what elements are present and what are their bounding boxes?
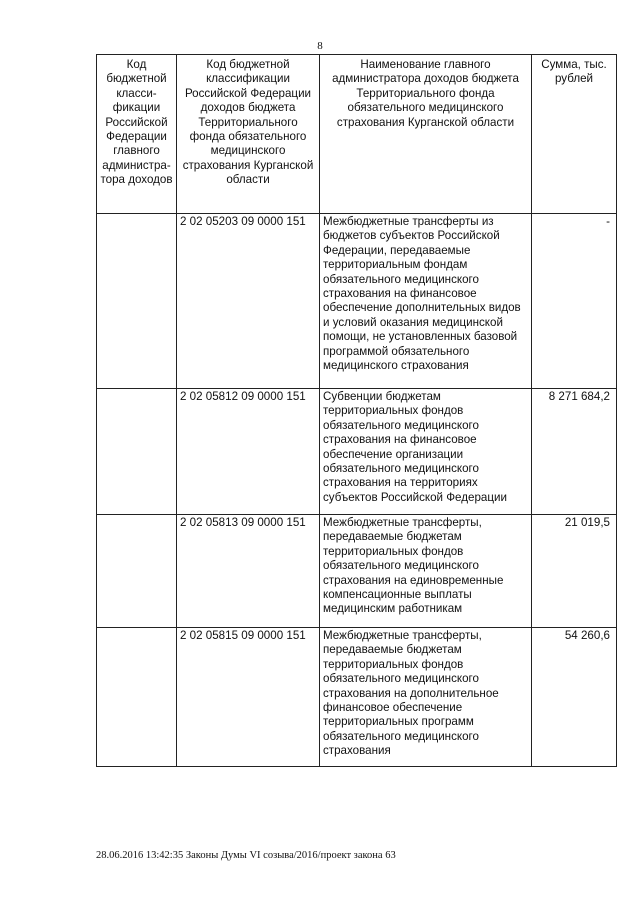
cell-admin-code <box>97 515 177 628</box>
cell-sum: - <box>532 214 617 389</box>
table-row <box>97 214 617 389</box>
budget-table <box>96 54 617 767</box>
cell-admin-code <box>97 389 177 515</box>
page-number: 8 <box>317 40 323 52</box>
cell-admin-code <box>97 628 177 767</box>
cell-sum: 21 019,5 <box>532 515 617 628</box>
table-header-row <box>97 55 617 214</box>
cell-sum: 54 260,6 <box>532 628 617 767</box>
cell-name: Субвенции бюджетам территориальных фондов обязательного медицинского страхования на финансовое обеспечение организации обязательного медицинского страхования на территориях субъектов Российской Федерации <box>320 389 532 515</box>
cell-budget-code: 2 02 05813 09 0000 151 <box>177 515 320 628</box>
document-footer: 28.06.2016 13:42:35 Законы Думы VI созыва/2016/проект закона 63 <box>96 850 396 861</box>
cell-name: Межбюджетные трансферты, передаваемые бюджетам территориальных фондов обязательного медицинского страхования на единовременные компенсационные выплаты медицинским работникам <box>320 515 532 628</box>
header-name: Наименование главного администратора доходов бюджета Территориального фонда обязательного медицинского страхования Курганской области <box>320 55 532 214</box>
header-admin-code: Код бюджетной класси-фикации Российской Федерации главного администра-тора доходов <box>97 55 177 214</box>
cell-name: Межбюджетные трансферты из бюджетов субъектов Российской Федерации, передаваемые территориальным фондам обязательного медицинского страхования на финансовое обеспечение дополнительных видов и условий оказания медицинской помощи, не установленных базовой программой обязательного медицинского страхования <box>320 214 532 389</box>
header-sum: Сумма, тыс. рублей <box>532 55 617 214</box>
table-row <box>97 515 617 628</box>
cell-budget-code: 2 02 05815 09 0000 151 <box>177 628 320 767</box>
cell-admin-code <box>97 214 177 389</box>
cell-sum: 8 271 684,2 <box>532 389 617 515</box>
table-row <box>97 389 617 515</box>
cell-budget-code: 2 02 05203 09 0000 151 <box>177 214 320 389</box>
header-budget-code: Код бюджетной классификации Российской Федерации доходов бюджета Территориального фонда обязательного медицинского страхования Курганской области <box>177 55 320 214</box>
cell-budget-code: 2 02 05812 09 0000 151 <box>177 389 320 515</box>
cell-name: Межбюджетные трансферты, передаваемые бюджетам территориальных фондов обязательного медицинского страхования на дополнительное финансовое обеспечение территориальных программ обязательного медицинского страхования <box>320 628 532 767</box>
table-row <box>97 628 617 767</box>
